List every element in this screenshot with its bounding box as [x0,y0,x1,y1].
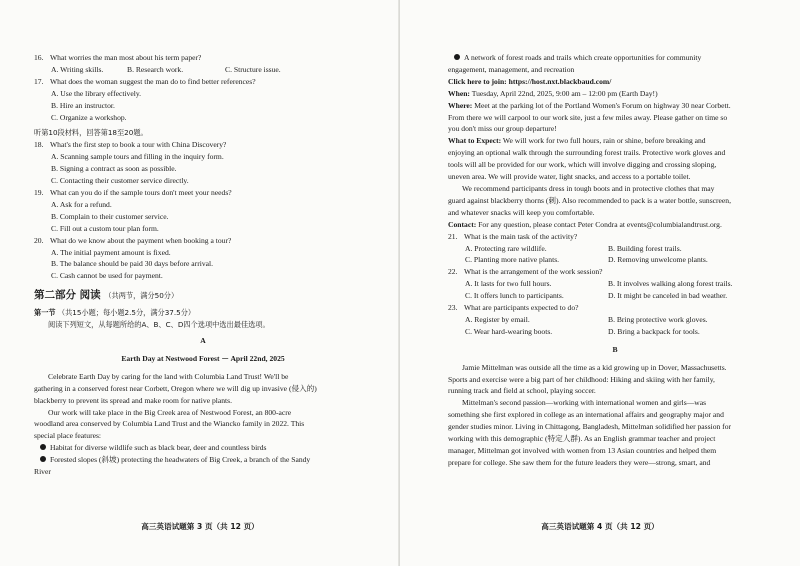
option-d: D. Bring a backpack for tools. [608,326,700,336]
question-text: What do we know about the payment when booking a tour? [50,235,232,245]
paragraph-line: gender studies minor. Living in Chittagong, Bangladesh, Mittelman solidified her passion for [448,422,732,432]
paragraph-line: Sports and exercise were a big part of her childhood: Hiking and skiing with her family, [448,374,715,384]
paragraph-line: prepare for college. She saw them for the future leaders they were—strong, smart, and [448,457,711,467]
option-c: C. Structure issue. [225,64,281,74]
page-footer: 高三英语试题第 4 页（共 12 页） [541,522,659,531]
question-text: What worries the man most about his term paper? [50,53,202,62]
question-21-options-row-2 [448,254,782,266]
contact-row [448,219,782,231]
part-2-heading [34,288,372,303]
option-b: B. Research work. [127,64,184,74]
bullet-dot-icon [40,456,46,462]
when-label: When: [448,88,470,98]
page-footer: 高三英语试题第 3 页（共 12 页） [141,522,259,531]
left-column [34,52,372,478]
question-16-options [34,64,372,76]
paragraph-line: Jamie Mittelman was outside all the time as a kid growing up in Dover, Massachusetts. [462,362,727,372]
option-b: B. Hire an instructor. [51,100,115,110]
section-1-heading [34,307,372,319]
option-a: A. The initial payment amount is fixed. [51,247,171,257]
question-number: 22. [448,267,458,277]
passage-letter: B [612,344,618,354]
section-1-title: 第一节 [34,308,56,318]
part-2-note: （共两节，满分50分） [104,291,179,301]
option-b: B. The balance should be paid 30 days before arrival. [51,259,214,269]
join-link[interactable]: Click here to join: https://host.nxt.blackbaud.com/ [448,76,612,86]
when-row [448,88,782,100]
paragraph-line: manager, Mittelman got involved with women from 13 Asian countries and helped them [448,446,717,455]
option-b: B. Signing a contract as soon as possible. [51,164,177,174]
paragraph-line: Celebrate Earth Day by caring for the land with Columbia Land Trust! We'll be [48,371,289,381]
question-number: 16. [34,53,44,62]
question-text: What does the woman suggest the man do to find better references? [50,76,256,86]
option-b: B. Building forest trails. [608,243,682,253]
section-1-note: （共15小题；每小题2.5分，满分37.5分） [57,308,196,318]
bullet-dot-icon [454,54,460,60]
question-21-options-row-1 [448,243,782,255]
question-text: What can you do if the sample tours don't meet your needs? [50,187,232,197]
option-c: C. Cash cannot be used for payment. [51,271,163,281]
paragraph-line: special place features: [34,431,102,441]
right-column [448,52,782,469]
section-1-instruction: 阅读下列短文，从每题所给的A、B、C、D四个选项中选出最佳选项。 [48,320,270,330]
paragraph-line: Our work will take place in the Big Creek area of Nestwood Forest, an 800-acre [48,407,292,417]
question-number: 20. [34,235,44,245]
expect-label: What to Expect: [448,136,502,146]
paragraph-line: We recommend participants dress in tough boots and in protective clothes that may [462,183,715,193]
question-21 [448,231,782,243]
question-16 [34,52,372,64]
option-c: C. Wear hard-wearing boots. [465,326,553,336]
right-page [400,0,800,566]
option-c: C. Fill out a custom tour plan form. [51,223,159,233]
paragraph-line: From there we will carpool to our work site, just a few miles away. Please gather on time so [448,112,728,122]
paragraph-line: blackberry to prevent its spread and make room for native plants. [34,395,233,405]
passage-title: Earth Day at Nestwood Forest － April 22nd, 2025 [121,353,285,363]
contact-text: For any question, please contact Peter Condra at events@columbialandtrust.org. [478,219,722,229]
paragraph-line: you don't miss our group departure! [448,124,557,134]
paragraph-line: guard against blackberry thorns (刺). Also recommended to pack is a water bottle, sunscreen, [448,195,731,205]
question-22-options-row-2 [448,290,782,302]
where-row: Where: Meet at the parking lot of the Portland Women's Forum on highway 30 near Corbett. [448,100,731,110]
question-20 [34,235,372,247]
question-text: What's the first step to book a tour with China Discovery? [50,140,227,150]
question-number: 19. [34,187,44,197]
bullet-continuation: River [34,467,51,477]
option-d: D. It might be canceled in bad weather. [608,291,728,301]
question-22-options-row-1 [448,278,782,290]
paragraph-line: tools will all be provided for our work, which will involve digging and crossing sloping, [448,160,717,170]
bullet-item: A network of forest roads and trails which create opportunities for community [448,52,782,64]
option-a: A. Writing skills. [51,64,104,74]
question-23-options-row-2 [448,326,782,338]
question-number: 21. [448,231,458,241]
paragraph-line: uneven area. We will provide water, light snacks, and access to a portable toilet. [448,172,691,182]
option-a: A. Scanning sample tours and filling in the inquiry form. [51,152,224,162]
paragraph-line: running track and field at school, playing soccer. [448,386,596,396]
option-d: D. Removing unwelcome plants. [608,255,708,265]
option-a: A. Use the library effectively. [51,88,142,98]
material-10-instruction: 听第10段材料，回答第18至20题。 [34,128,148,138]
option-c: C. Contacting their customer service directly. [51,176,189,186]
question-number: 17. [34,76,44,86]
paragraph-line: working with this demographic (特定人群). As an English grammar teacher and project [448,434,716,444]
part-2-title: 第二部分 阅读 [34,289,101,302]
bullet-continuation: engagement, management, and recreation [448,64,575,74]
paragraph-line: Mittelman's second passion—working with international women and girls—was [462,398,707,408]
option-b: B. Bring protective work gloves. [608,314,708,324]
paragraph-line: something she first explored in college as an international affairs and geography major and [448,410,724,420]
bullet-item: Forested slopes (斜坡) protecting the headwaters of Big Creek, a branch of the Sandy [34,454,372,466]
option-b: B. Complain to their customer service. [51,211,169,221]
question-number: 23. [448,303,458,313]
option-a: A. It lasts for two full hours. [465,279,552,289]
question-text: What are participants expected to do? [464,303,579,313]
expect-row: What to Expect: We will work for two full hours, rain or shine, before breaking and [448,136,706,146]
paragraph-line: enjoying an optional walk through the surrounding forest trails. Protective work gloves and [448,148,726,158]
option-a: A. Ask for a refund. [51,199,112,209]
where-label: Where: [448,100,473,110]
option-a: A. Register by email. [465,314,530,324]
option-c: C. Planting more native plants. [465,255,560,265]
option-c: C. It offers lunch to participants. [465,291,564,301]
bullet-dot-icon [40,444,46,450]
paragraph-line: and whatever snacks will keep you comfortable. [448,207,595,217]
question-number: 18. [34,140,44,150]
option-a: A. Protecting rare wildlife. [465,243,547,253]
question-text: What is the main task of the activity? [464,231,578,241]
paragraph-line: gathering in a conserved forest near Corbett, Oregon where we will dig up invasive (侵入的) [34,383,317,393]
question-18 [34,139,372,151]
paragraph-line: woodland area conserved by Columbia Land Trust and the Wiancko family in 2022. This [34,419,305,429]
question-23 [448,302,782,314]
question-22 [448,266,782,278]
question-text: What is the arrangement of the work session? [464,267,603,277]
option-b: B. It involves walking along forest trails. [608,279,733,289]
when-text: Tuesday, April 22nd, 2025, 9:00 am – 12:00 pm (Earth Day!) [471,88,658,98]
option-c: C. Organize a workshop. [51,112,127,122]
passage-letter: A [200,336,206,346]
bullet-item: Habitat for diverse wildlife such as black bear, deer and countless birds [34,442,372,454]
question-17 [34,76,372,88]
question-19 [34,187,372,199]
contact-label: Contact: [448,219,477,229]
question-23-options-row-1 [448,314,782,326]
